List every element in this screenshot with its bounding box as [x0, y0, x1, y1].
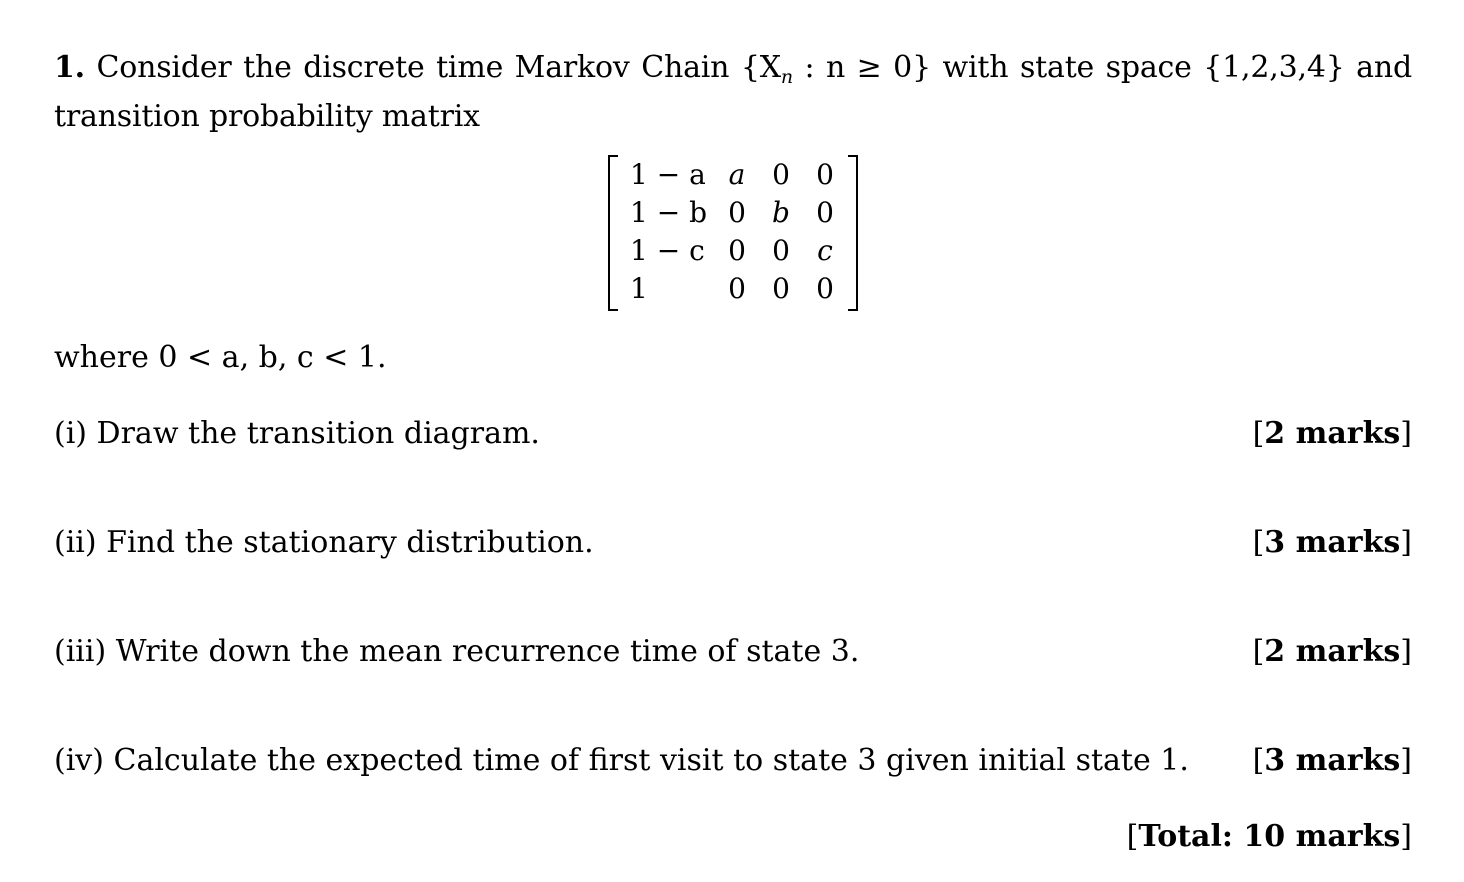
- part-marks: [2 marks]: [1252, 634, 1412, 669]
- question-intro: [54, 48, 1412, 136]
- matrix-cell: 0: [772, 272, 790, 305]
- question-part: [54, 632, 1412, 672]
- matrix-entries: [630, 155, 846, 311]
- question-part: [54, 523, 1412, 563]
- part-label: (iv) Calculate the expected time of first visit to state 3 given initial state 1.: [54, 743, 1189, 778]
- matrix-cell: c: [817, 234, 833, 267]
- matrix-cell: a: [728, 158, 746, 191]
- parameter-condition: where 0 < a, b, c < 1.: [54, 340, 387, 375]
- question-part: [54, 414, 1412, 454]
- question-number: 1.: [54, 50, 85, 85]
- matrix-cell: 1 − a: [630, 158, 706, 191]
- transition-matrix: [608, 155, 858, 311]
- part-marks: [2 marks]: [1252, 416, 1412, 451]
- matrix-cell: 1 − c: [630, 234, 705, 267]
- matrix-left-bracket: [608, 155, 618, 311]
- matrix-cell: 0: [816, 158, 834, 191]
- question-part: [54, 741, 1412, 781]
- matrix-cell: 0: [816, 272, 834, 305]
- part-marks: [3 marks]: [1252, 525, 1412, 560]
- matrix-cell: 0: [772, 234, 790, 267]
- part-label: (i) Draw the transition diagram.: [54, 416, 540, 451]
- matrix-cell: 0: [772, 158, 790, 191]
- matrix-cell: 0: [816, 196, 834, 229]
- part-marks: [3 marks]: [1252, 743, 1412, 778]
- part-label: (ii) Find the stationary distribution.: [54, 525, 594, 560]
- matrix-right-bracket: [848, 155, 858, 311]
- matrix-cell: 1: [630, 272, 648, 305]
- matrix-cell: b: [772, 196, 790, 229]
- part-label: (iii) Write down the mean recurrence time of state 3.: [54, 634, 860, 669]
- matrix-cell: 0: [728, 234, 746, 267]
- matrix-cell: 0: [728, 196, 746, 229]
- process-notation: {$X_n$ : n ≥ 0}: [740, 50, 931, 88]
- total-marks: [Total: 10 marks]: [1126, 819, 1412, 854]
- matrix-cell: 0: [728, 272, 746, 305]
- intro-text-start: Consider the discrete time Markov Chain: [96, 50, 741, 85]
- matrix-cell: 1 − b: [630, 196, 707, 229]
- intro-text-end: with state space {1,2,3,4} and transition probability matrix: [54, 50, 1412, 134]
